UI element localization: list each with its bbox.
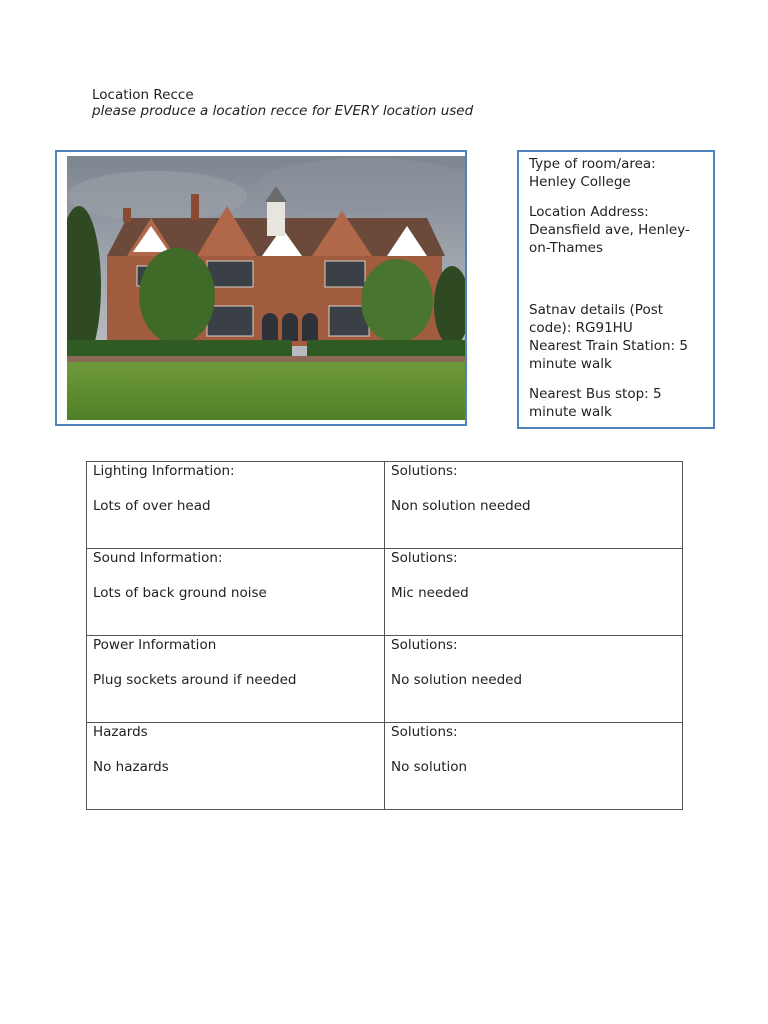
table-row [87, 549, 683, 636]
solution-value: Mic needed [391, 585, 469, 601]
solution-label: Solutions: [391, 463, 458, 479]
table-row [87, 462, 683, 549]
train-station-text: Nearest Train Station: 5 minute walk [529, 338, 688, 372]
location-info-box [517, 150, 715, 429]
solution-label: Solutions: [391, 550, 458, 566]
table-row [87, 723, 683, 810]
solution-cell [385, 549, 683, 636]
lawn [67, 362, 465, 420]
location-photo [67, 156, 465, 420]
info-value: Lots of back ground noise [93, 585, 267, 601]
document-title: Location Recce [92, 87, 194, 103]
info-label: Lighting Information: [93, 463, 235, 479]
bus-stop-text: Nearest Bus stop: 5 minute walk [529, 386, 662, 420]
solution-label: Solutions: [391, 637, 458, 653]
location-address-text: Location Address: Deansfield ave, Henley-on-Thames [529, 204, 690, 256]
solution-label: Solutions: [391, 724, 458, 740]
info-label: Sound Information: [93, 550, 223, 566]
location-photo-frame [55, 150, 467, 426]
recce-table [86, 461, 683, 810]
document-heading [92, 87, 473, 119]
satnav-text: Satnav details (Post code): RG91HU [529, 302, 664, 336]
info-cell [87, 636, 385, 723]
solution-value: No solution needed [391, 672, 523, 688]
info-cell [87, 549, 385, 636]
info-value: Lots of over head [93, 498, 211, 514]
solution-value: Non solution needed [391, 498, 531, 514]
document-subtitle: please produce a location recce for EVERY location used [92, 103, 474, 119]
info-cell [87, 462, 385, 549]
solution-cell [385, 462, 683, 549]
info-label: Hazards [93, 724, 148, 740]
solution-value: No solution [391, 759, 468, 775]
info-label: Power Information [93, 637, 217, 653]
solution-cell [385, 723, 683, 810]
info-cell [87, 723, 385, 810]
room-type-text: Type of room/area: Henley College [529, 156, 656, 190]
solution-cell [385, 636, 683, 723]
info-value: Plug sockets around if needed [93, 672, 297, 688]
table-row [87, 636, 683, 723]
info-value: No hazards [93, 759, 169, 775]
